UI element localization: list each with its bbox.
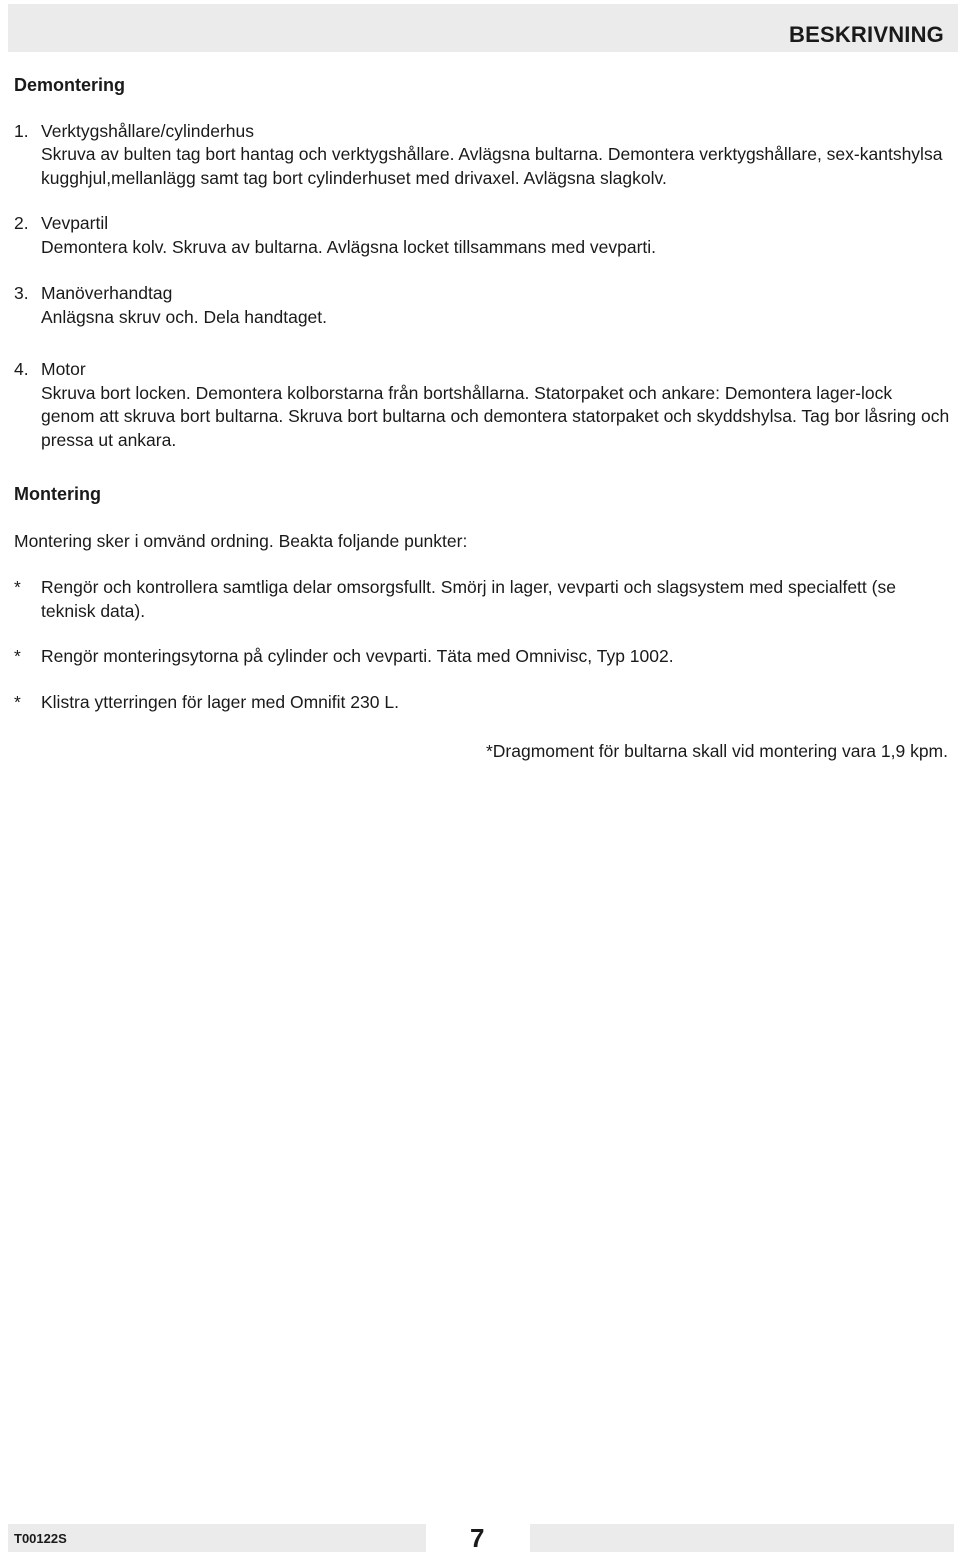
torque-note: *Dragmoment för bultarna skall vid montering vara 1,9 kpm. <box>485 741 948 761</box>
item-title: Manöverhandtag <box>41 283 173 303</box>
item-number: 3. <box>14 283 29 303</box>
document-code: T00122S <box>14 1531 67 1546</box>
page-title: BESKRIVNING <box>789 22 944 47</box>
item-title: Motor <box>41 359 86 379</box>
item-text: Anlägsna skruv och. Dela handtaget. <box>41 306 328 327</box>
item-number: 4. <box>14 359 29 379</box>
item-number: 1. <box>14 120 29 141</box>
bullet-text: Rengör monteringsytorna på cylinder och vevparti. Täta med Omnivisc, Typ 1002. <box>41 646 674 666</box>
list-item <box>14 120 950 191</box>
item-title: Vevpartil <box>41 213 109 233</box>
demontering-heading: Demontering <box>14 75 126 95</box>
list-item <box>14 691 950 715</box>
item-text: Skruva av bulten tag bort hantag och verktygshållare. Avlägsna bultarna. Demontera verktygshållare, sex-kantshylsa kugghjul,mellanlägg samt tag bort cylinderhuset med drivaxel. Avlägsna slagkolv. <box>41 144 943 188</box>
item-number: 2. <box>14 213 29 233</box>
footer-band-right <box>530 1524 954 1552</box>
item-text: Skruva bort locken. Demontera kolborstarna från bortshållarna. Statorpaket och ankare: Demontera lager-lock genom att skruva bort bultarna. Skruva bort bultarna och demontera statorpaket och skyddshylsa. Tag bor låsring och pressa ut ankara. <box>41 382 950 450</box>
list-item <box>14 645 950 669</box>
item-title: Verktygshållare/cylinderhus <box>41 120 255 141</box>
page-number: 7 <box>470 1523 485 1553</box>
montering-heading: Montering <box>14 484 101 504</box>
list-item <box>14 358 950 452</box>
list-item <box>14 576 950 623</box>
bullet-mark: * <box>14 646 21 666</box>
footer-band-left <box>8 1524 426 1552</box>
bullet-text: Rengör och kontrollera samtliga delar omsorgsfullt. Smörj in lager, vevparti och slagsystem med specialfett (se teknisk data). <box>41 577 896 621</box>
item-text: Demontera kolv. Skruva av bultarna. Avlägsna locket tillsammans med vevparti. <box>41 236 657 257</box>
bullet-mark: * <box>14 691 21 712</box>
montering-intro: Montering sker i omvänd ordning. Beakta foljande punkter: <box>14 530 468 551</box>
bullet-mark: * <box>14 577 21 597</box>
bullet-text: Klistra ytterringen för lager med Omnifit 230 L. <box>41 691 399 712</box>
main-content <box>14 74 950 764</box>
list-item <box>14 282 950 329</box>
header-band <box>8 4 958 52</box>
list-item <box>14 212 950 259</box>
